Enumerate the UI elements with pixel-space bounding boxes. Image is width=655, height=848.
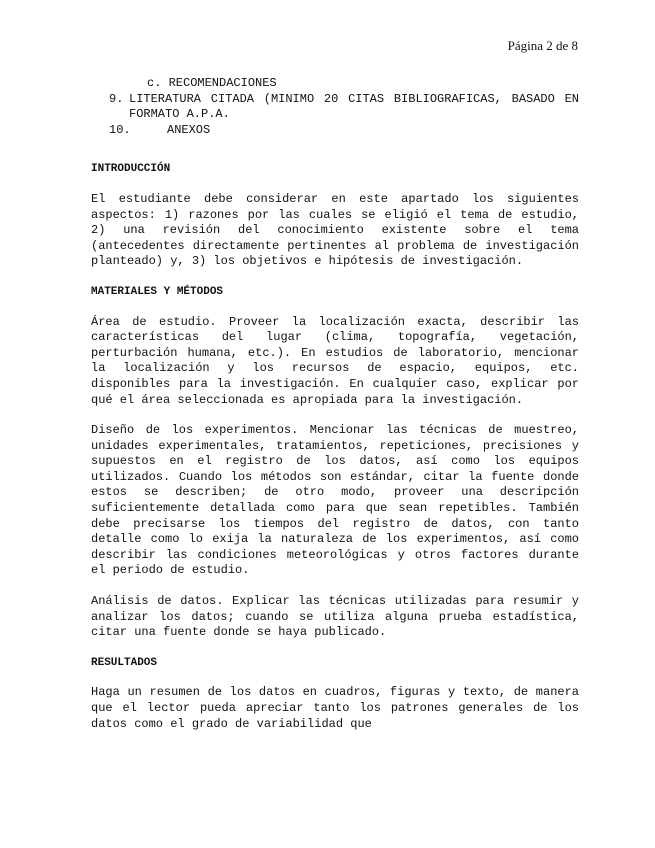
outline-item-literatura	[91, 92, 579, 123]
section-heading-introduccion: INTRODUCCIÓN	[91, 163, 171, 176]
outline-item-text: ANEXOS	[167, 122, 211, 137]
outline-item-number: 10.	[109, 122, 131, 137]
section-heading-resultados: RESULTADOS	[91, 656, 158, 669]
paragraph-analisis-datos: Análisis de datos. Explicar las técnicas utilizadas para resumir y analizar los datos; cuando se utiliza alguna prueba estadística, citar una fuente donde se haya publicado.	[91, 594, 579, 640]
paragraph-diseno-experimentos: Diseño de los experimentos. Mencionar las técnicas de muestreo, unidades experimentales, tratamientos, repeticiones, precisiones y supuestos en el registro de los datos, así como los equipos utilizados. Cuando los métodos son estándar, citar la fuente donde estos se describen; de otro modo, proveer una descripción suficientemente detallada como para que sean repetibles. También debe precisarse los tiempos del registro de datos, con tanto detalle como lo exija la naturaleza de los experimentos, así como describir las condiciones meteorológicas y otros factores durante el periodo de estudio.	[91, 423, 579, 578]
outline-item-number: 9.	[109, 91, 124, 106]
outline-item-text: LITERATURA CITADA (MINIMO 20 CITAS BIBLIOGRAFICAS, BASADO EN FORMATO A.P.A.	[129, 91, 579, 122]
section-heading-materiales: MATERIALES Y MÉTODOS	[91, 285, 224, 298]
paragraph-area-de-estudio: Área de estudio. Proveer la localización exacta, describir las características del lugar (clima, topografía, vegetación, perturbación humana, etc.). En estudios de laboratorio, mencionar la localización y los recursos de espacio, equipos, etc. disponibles para la investigación. En cualquier caso, explicar por qué el área seleccionada es apropiada para la investigación.	[91, 314, 579, 407]
page-number: Página 2 de 8	[507, 38, 578, 53]
document-body	[91, 76, 579, 732]
paragraph-introduccion: El estudiante debe considerar en este apartado los siguientes aspectos: 1) razones por las cuales se eligió el tema de estudio, 2) una revisión del conocimiento existente sobre el tema (antecedentes directamente pertinentes al problema de investigación planteado) y, 3) los objetivos e hipótesis de investigación.	[91, 191, 579, 269]
paragraph-resultados: Haga un resumen de los datos en cuadros, figuras y texto, de manera que el lector pueda apreciar tanto los patrones generales de los datos como el grado de variabilidad que	[91, 685, 579, 731]
outline-item-recomendaciones: c. RECOMENDACIONES	[147, 76, 277, 90]
outline-item-anexos	[91, 123, 579, 139]
